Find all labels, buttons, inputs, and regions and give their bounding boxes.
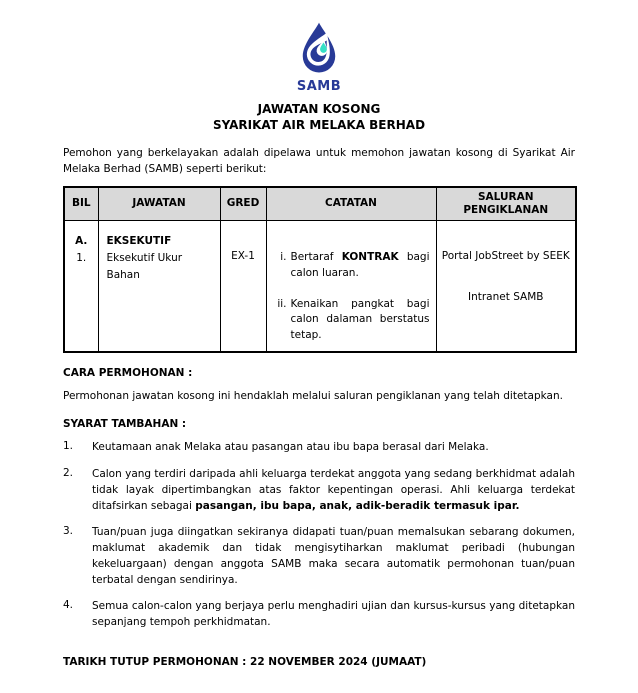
list-item xyxy=(63,599,575,631)
col-header-saluran: SALURAN PENGIKLANAN xyxy=(436,187,576,221)
list-item-text: Tuan/puan juga diingatkan sekiranya didapati tuan/puan memalsukan sebarang dokumen, maklumat akademik dan tidak mengisytiharkan maklumat peribadi (hubungan kekeluargaan) dengan anggota SAMB maka secara automatik permohonan tuan/puan terbatal dengan sendirinya. xyxy=(92,526,575,586)
cell-gred xyxy=(220,221,266,352)
list-item-number: 1. xyxy=(63,440,74,453)
catatan-roman-2: ii. xyxy=(277,297,287,310)
samb-water-drop-icon xyxy=(291,20,347,78)
list-item xyxy=(63,467,575,514)
vacancy-table xyxy=(63,186,577,353)
list-item-number: 2. xyxy=(63,467,74,480)
logo-wordmark: SAMB xyxy=(296,79,342,94)
table-row xyxy=(64,221,576,352)
catatan-item-1 xyxy=(272,250,430,282)
logo-block xyxy=(63,20,575,94)
list-item-text: Semua calon-calon yang berjaya perlu menghadiri ujian dan kursus-kursus yang ditetapkan sepanjang tempoh perkhidmatan. xyxy=(92,600,575,629)
cell-bil xyxy=(64,221,98,352)
cell-catatan xyxy=(266,221,436,352)
saluran-channel-2: Intranet SAMB xyxy=(468,291,544,304)
syarat-list xyxy=(63,440,575,631)
col-header-catatan: CATATAN xyxy=(266,187,436,221)
group-title: EKSEKUTIF xyxy=(106,235,172,248)
intro-paragraph: Pemohon yang berkelayakan adalah dipelawa untuk memohon jawatan kosong di Syarikat Air Melaka Berhad (SAMB) seperti berikut: xyxy=(63,147,575,176)
list-item xyxy=(63,525,575,588)
list-item xyxy=(63,440,575,456)
list-item-number: 4. xyxy=(63,599,74,612)
cara-permohonan-heading: CARA PERMOHONAN : xyxy=(63,366,193,379)
saluran-channel-1: Portal JobStreet by SEEK xyxy=(441,250,570,263)
catatan-text-1: Bertaraf KONTRAK bagi calon luaran. xyxy=(290,251,430,279)
title-line-1: JAWATAN KOSONG xyxy=(257,102,381,116)
catatan-text-2: Kenaikan pangkat bagi calon dalaman berstatus tetap. xyxy=(290,297,430,342)
item-number: 1. xyxy=(76,251,87,264)
position-name: Eksekutif Ukur Bahan xyxy=(106,251,183,281)
cara-permohonan-text: Permohonan jawatan kosong ini hendaklah melalui saluran pengiklanan yang telah ditetapkan. xyxy=(63,389,563,402)
col-header-bil: BIL xyxy=(64,187,98,221)
cell-jawatan xyxy=(98,221,220,352)
gred-value: EX-1 xyxy=(231,250,255,263)
list-item-text: Keutamaan anak Melaka atau pasangan atau ibu bapa berasal dari Melaka. xyxy=(92,441,489,454)
table-header-row xyxy=(64,187,576,221)
catatan-item-2 xyxy=(272,297,430,344)
col-header-jawatan: JAWATAN xyxy=(98,187,220,221)
document-title xyxy=(63,101,575,133)
catatan-roman-1: i. xyxy=(280,251,287,264)
syarat-tambahan-heading: SYARAT TAMBAHAN : xyxy=(63,418,187,431)
title-line-2: SYARIKAT AIR MELAKA BERHAD xyxy=(212,118,426,133)
group-label: A. xyxy=(75,235,88,248)
list-item-text: Calon yang terdiri daripada ahli keluarga terdekat anggota yang sedang berkhidmat adalah tidak layak dipertimbangkan atas faktor kepentingan operasi. Ahli keluarga terdekat ditafsirkan sebagai pasangan, ibu bapa, anak, adik-beradik termasuk ipar. xyxy=(92,468,575,512)
col-header-gred: GRED xyxy=(220,187,266,221)
list-item-number: 3. xyxy=(63,525,74,538)
cell-saluran xyxy=(436,221,576,352)
closing-date-line: TARIKH TUTUP PERMOHONAN : 22 NOVEMBER 2024 (JUMAAT) xyxy=(63,655,427,668)
